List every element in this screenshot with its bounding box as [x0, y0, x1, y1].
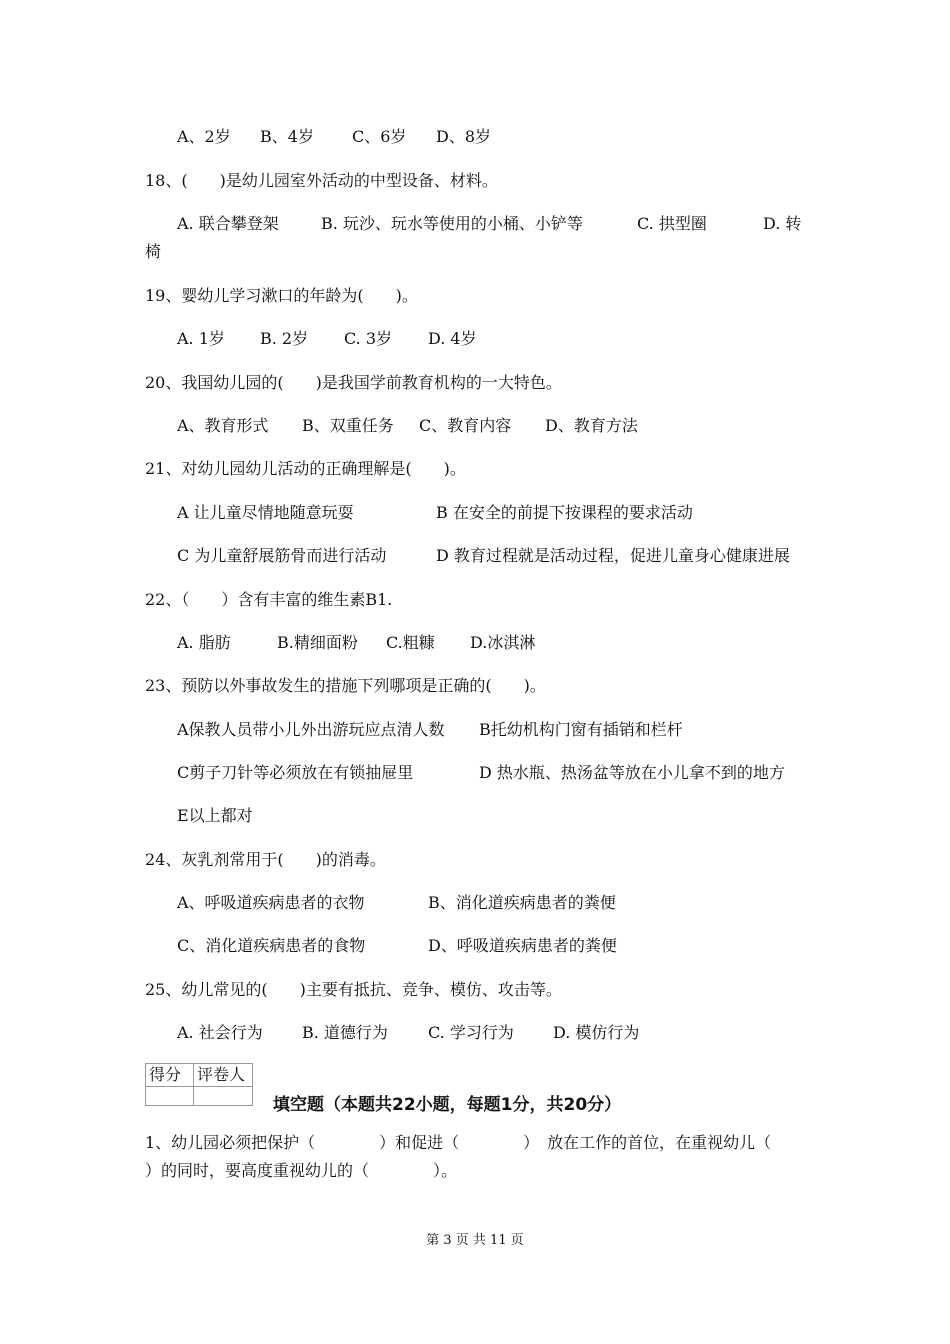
- q24-option-c: C、消化道疾病患者的食物: [177, 936, 366, 955]
- q25-option-b: B. 道德行为: [302, 1023, 388, 1042]
- q20-option-b: B、双重任务: [302, 416, 394, 435]
- q23-option-e: E以上都对: [177, 806, 253, 825]
- page-footer: 第 3 页 共 11 页: [426, 1233, 524, 1248]
- q22-option-b: B.精细面粉: [277, 633, 358, 652]
- q19-option-d: D. 4岁: [428, 329, 477, 348]
- q23-option-a: A保教人员带小儿外出游玩应点清人数: [177, 720, 445, 739]
- q25-option-d: D. 模仿行为: [553, 1023, 640, 1042]
- q18-option-b: B. 玩沙、玩水等使用的小桶、小铲等: [321, 214, 583, 233]
- q20-stem: 20、我国幼儿园的( )是我国学前教育机构的一大特色。: [145, 373, 562, 392]
- q25-option-a: A. 社会行为: [177, 1023, 263, 1042]
- q18-stem: 18、( )是幼儿园室外活动的中型设备、材料。: [145, 171, 498, 190]
- q19-stem: 19、婴幼儿学习漱口的年龄为( )。: [145, 286, 418, 305]
- q20-option-d: D、教育方法: [545, 416, 638, 435]
- q18-option-c: C. 拱型圈: [637, 214, 707, 233]
- q25-stem: 25、幼儿常见的( )主要有抵抗、竞争、模仿、攻击等。: [145, 980, 562, 999]
- q17-option-a: A、2岁: [177, 127, 231, 146]
- q21-option-d: D 教育过程就是活动过程，促进儿童身心健康进展: [436, 546, 790, 565]
- q18-option-d-wrap: 椅: [145, 242, 162, 261]
- score-box-divider: [193, 1064, 194, 1105]
- q21-option-a: A 让儿童尽情地随意玩耍: [177, 503, 354, 522]
- score-box-row-divider: [146, 1086, 252, 1087]
- q24-option-d: D、呼吸道疾病患者的粪便: [428, 936, 617, 955]
- q22-option-c: C.粗糠: [386, 633, 435, 652]
- q23-option-b: B托幼机构门窗有插销和栏杆: [479, 720, 683, 739]
- q19-option-c: C. 3岁: [344, 329, 393, 348]
- fill1-line1: 1、幼儿园必须把保护（ ）和促进（ ） 放在工作的首位，在重视幼儿（: [145, 1133, 772, 1152]
- q23-option-c: C剪子刀针等必须放在有锁抽屉里: [177, 763, 414, 782]
- q20-option-a: A、教育形式: [177, 416, 269, 435]
- section-title: 填空题（本题共22小题，每题1分，共20分）: [273, 1095, 622, 1115]
- q21-option-c: C 为儿童舒展筋骨而进行活动: [177, 546, 387, 565]
- q19-option-a: A. 1岁: [177, 329, 225, 348]
- q17-option-b: B、4岁: [260, 127, 314, 146]
- grader-label: 评卷人: [197, 1065, 246, 1084]
- q23-option-d: D 热水瓶、热汤盆等放在小儿拿不到的地方: [479, 763, 785, 782]
- q17-option-c: C、6岁: [352, 127, 407, 146]
- q23-stem: 23、预防以外事故发生的措施下列哪项是正确的( )。: [145, 676, 546, 695]
- q24-option-b: B、消化道疾病患者的粪便: [428, 893, 616, 912]
- q18-option-d: D. 转: [763, 214, 802, 233]
- q22-option-a: A. 脂肪: [177, 633, 231, 652]
- q21-option-b: B 在安全的前提下按课程的要求活动: [436, 503, 693, 522]
- q25-option-c: C. 学习行为: [428, 1023, 514, 1042]
- q21-stem: 21、对幼儿园幼儿活动的正确理解是( )。: [145, 459, 466, 478]
- q17-option-d: D、8岁: [436, 127, 492, 146]
- q24-option-a: A、呼吸道疾病患者的衣物: [177, 893, 365, 912]
- q20-option-c: C、教育内容: [419, 416, 512, 435]
- q18-option-a: A. 联合攀登架: [177, 214, 279, 233]
- fill1-line2: ）的同时，要高度重视幼儿的（ ）。: [145, 1161, 458, 1180]
- score-label: 得分: [149, 1065, 182, 1084]
- q22-option-d: D.冰淇淋: [470, 633, 536, 652]
- score-box: [145, 1063, 253, 1106]
- q24-stem: 24、灰乳剂常用于( )的消毒。: [145, 850, 386, 869]
- q19-option-b: B. 2岁: [260, 329, 309, 348]
- q22-stem: 22、（ ）含有丰富的维生素B1.: [145, 590, 393, 609]
